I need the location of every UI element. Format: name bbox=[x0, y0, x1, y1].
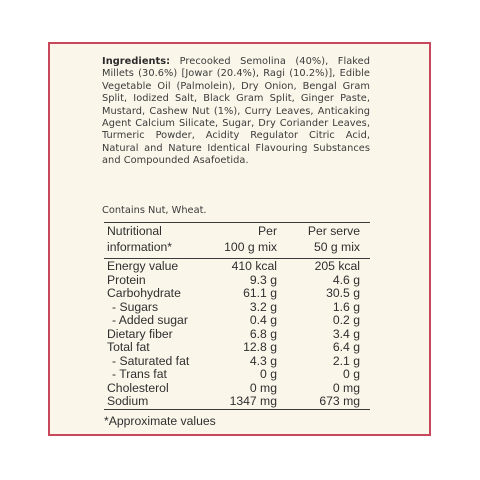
per-serve-value: 30.5 g bbox=[326, 286, 360, 300]
per-100g-value: 410 kcal bbox=[231, 259, 277, 273]
per-100g-value: 0 mg bbox=[249, 380, 277, 395]
header-col2-line1: Per bbox=[258, 224, 277, 238]
nutrient-name: - Sugars bbox=[112, 299, 159, 314]
per-100g-value: 3.2 g bbox=[249, 299, 277, 314]
per-serve-value: 0.2 g bbox=[332, 313, 360, 327]
nutrient-name: Dietary fiber bbox=[107, 326, 173, 341]
table-row bbox=[104, 301, 370, 314]
nutrient-name: - Trans fat bbox=[112, 367, 167, 381]
nutrient-name: Sodium bbox=[107, 394, 149, 408]
per-100g-value: 12.8 g bbox=[243, 340, 277, 354]
per-100g-value: 61.1 g bbox=[243, 286, 277, 300]
table-row bbox=[104, 355, 370, 368]
per-serve-value: 673 mg bbox=[319, 394, 360, 408]
per-100g-value: 6.8 g bbox=[249, 326, 277, 341]
table-row bbox=[104, 382, 370, 395]
nutrient-name: Total fat bbox=[107, 340, 150, 354]
nutrient-name: Cholesterol bbox=[107, 380, 169, 395]
per-100g-value: 0 g bbox=[260, 367, 277, 381]
per-serve-value: 2.1 g bbox=[332, 353, 360, 368]
nutrient-name: Protein bbox=[107, 272, 146, 287]
per-100g-value: 0.4 g bbox=[249, 313, 277, 327]
per-serve-value: 0 mg bbox=[332, 380, 360, 395]
nutrient-name: - Saturated fat bbox=[112, 353, 190, 368]
table-row bbox=[104, 395, 370, 408]
table-row bbox=[104, 274, 370, 287]
table-bottom-rule bbox=[104, 409, 370, 410]
header-col3-line1: Per serve bbox=[307, 224, 360, 238]
header-col1-line1: Nutritional bbox=[107, 224, 162, 238]
header-col3-line2: 50 g mix bbox=[313, 240, 360, 254]
per-serve-value: 4.6 g bbox=[332, 272, 360, 287]
per-serve-value: 205 kcal bbox=[314, 259, 360, 273]
table-header bbox=[104, 223, 370, 259]
table-row bbox=[104, 341, 370, 354]
table-row bbox=[104, 368, 370, 381]
header-col1-line2: information* bbox=[107, 240, 173, 254]
ingredients-label: Ingredients: bbox=[102, 56, 171, 67]
per-100g-value: 1347 mg bbox=[229, 394, 277, 408]
nutrient-name: - Added sugar bbox=[112, 313, 188, 327]
table-row bbox=[104, 287, 370, 300]
per-serve-value: 6.4 g bbox=[332, 340, 360, 354]
per-100g-value: 4.3 g bbox=[249, 353, 277, 368]
ingredients-text: Precooked Semolina (40%), Flaked Millets (30.6%) [Jowar (20.4%), Ragi (10.2%)], Edible Vegetable Oil (Palmolein), Dry Onion, Bengal Gram Split, Iodized Salt, Black Gram Split, Ginger Paste, Mustard, Cashew Nut (1%), Curry Leaves, Anticaking Agent Calcium Silicate, Sugar, Dry Coriander Leaves, Turmeric Powder, Acidity Regulator Citric Acid, Natural and Nature Identical Flavouring Substances and Compounded Asafoetida. bbox=[102, 56, 370, 167]
nutrient-name: Carbohydrate bbox=[107, 286, 181, 300]
per-serve-value: 0 g bbox=[343, 367, 360, 381]
header-col2-line2: 100 g mix bbox=[224, 240, 277, 254]
per-serve-value: 3.4 g bbox=[332, 326, 360, 341]
table-row bbox=[104, 328, 370, 341]
ingredients-paragraph bbox=[102, 56, 370, 168]
per-serve-value: 1.6 g bbox=[332, 299, 360, 314]
table-row bbox=[104, 314, 370, 327]
allergen-statement: Contains Nut, Wheat. bbox=[102, 205, 207, 216]
footnote: *Approximate values bbox=[104, 414, 216, 428]
per-100g-value: 9.3 g bbox=[249, 272, 277, 287]
nutrient-name: Energy value bbox=[107, 259, 179, 273]
table-row bbox=[104, 260, 370, 273]
